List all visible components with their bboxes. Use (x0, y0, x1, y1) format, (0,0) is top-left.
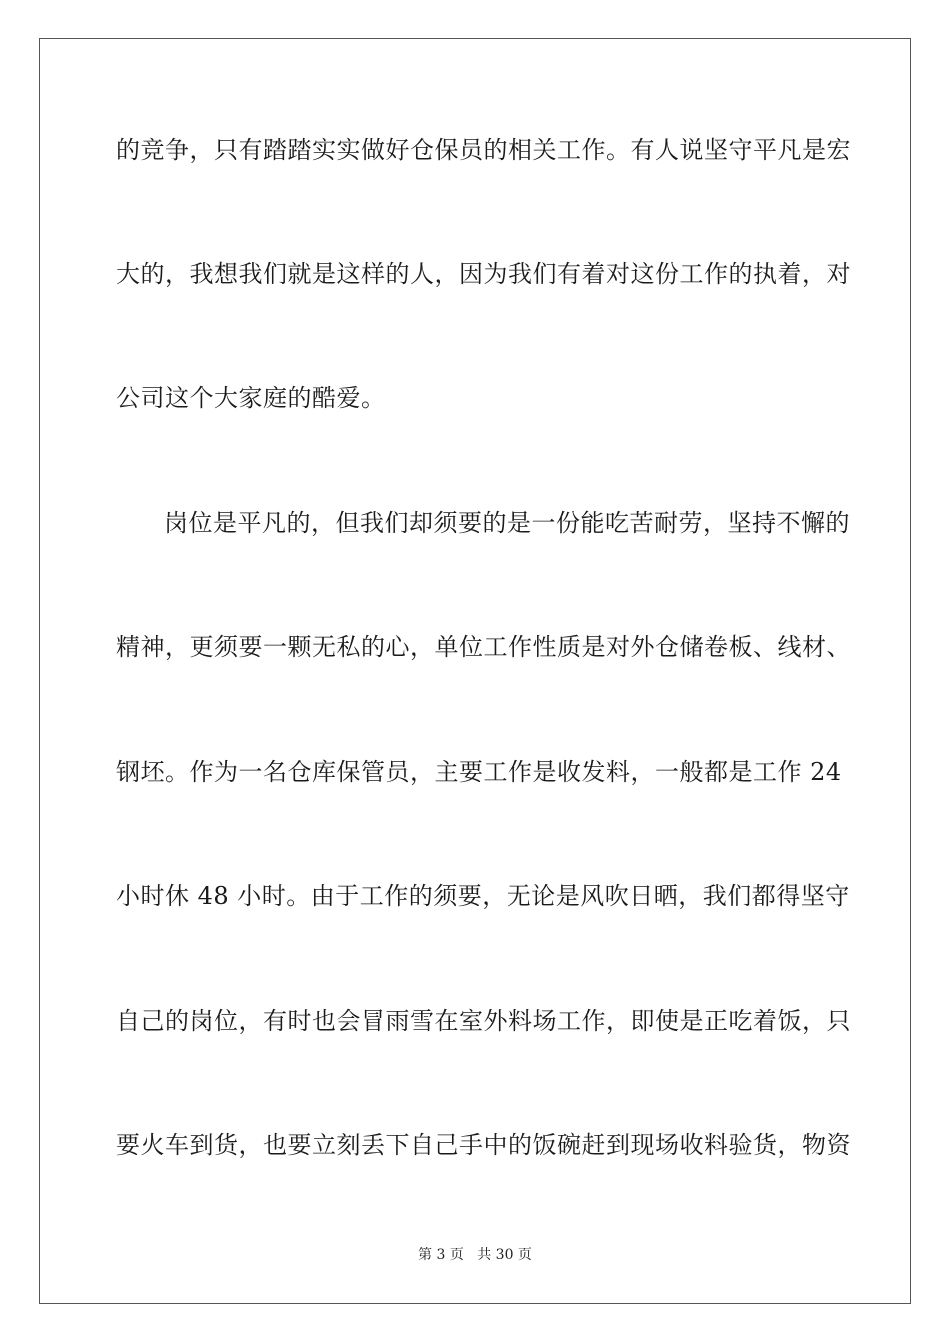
text-line-9: 要火车到货，也要立刻丢下自己手中的饭碗赶到现场收料验货，物资 (116, 1131, 851, 1159)
page-footer (0, 1246, 950, 1264)
text-line-4: 岗位是平凡的，但我们却须要的是一份能吃苦耐劳，坚持不懈的 (164, 509, 850, 537)
text-line-2: 大的，我想我们就是这样的人，因为我们有着对这份工作的执着，对 (116, 260, 851, 288)
page-border (39, 38, 911, 1304)
text-line-3: 公司这个大家庭的酷爱。 (116, 384, 386, 412)
text-line-6: 钢坯。作为一名仓库保管员，主要工作是收发料，一般都是工作 24 (116, 758, 842, 786)
text-line-5: 精神，更须要一颗无私的心，单位工作性质是对外仓储卷板、线材、 (116, 633, 851, 661)
page-total: 共 30 页 (477, 1247, 532, 1263)
text-line-8: 自己的岗位，有时也会冒雨雪在室外料场工作，即使是正吃着饭，只 (116, 1007, 851, 1035)
text-line-7: 小时休 48 小时。由于工作的须要，无论是风吹日晒，我们都得坚守 (116, 882, 850, 910)
text-line-1: 的竞争，只有踏踏实实做好仓保员的相关工作。有人说坚守平凡是宏 (116, 136, 851, 164)
page-number: 第 3 页 (418, 1247, 464, 1263)
